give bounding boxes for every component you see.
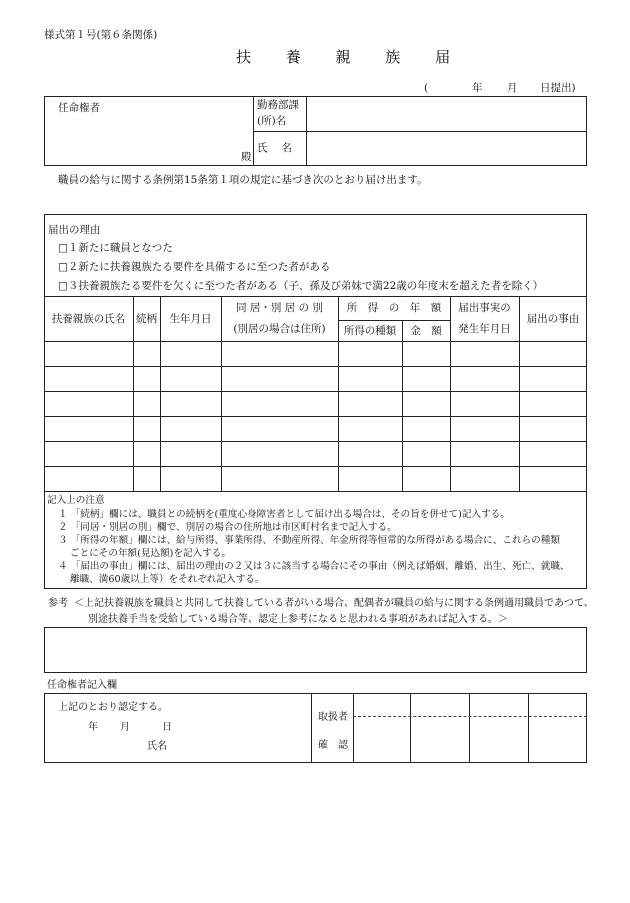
note-item-continued: 離職、満60歳以上等）をそれぞれ記入する。 <box>70 574 265 585</box>
date-month-label: 月 <box>507 82 518 94</box>
stamp-cell[interactable] <box>354 694 409 762</box>
certify-month-label: 月 <box>120 722 130 733</box>
form-title: 扶 養 親 族 届 <box>236 48 466 66</box>
date-open-paren: ( <box>424 82 429 94</box>
dept-label-line1: 勤務部課 <box>257 99 299 111</box>
table-row[interactable] <box>45 417 586 441</box>
date-day-label: 日提出) <box>540 82 576 94</box>
col-header-relation: 続柄 <box>136 313 157 325</box>
confirm-label: 確 認 <box>318 740 348 751</box>
col-header-fact-date-2: 発生年月日 <box>458 323 511 335</box>
dept-input-field[interactable] <box>307 97 586 130</box>
reason-lost-dependent-checkbox[interactable]: □３扶養親族たる要件を欠くに至つた者がある（子、孫及び弟妹で満22歳の年度末を超えた者を除く） <box>58 280 544 292</box>
reference-text-line1: ＜上記扶養親族を職員と共同して扶養している者がいる場合、配偶者が職員の給与に関する条例適用職員であつて、 <box>74 598 594 609</box>
date-year-label: 年 <box>472 82 483 94</box>
stamp-cell[interactable] <box>470 694 527 762</box>
employee-name-label: 氏 名 <box>257 142 292 154</box>
col-header-income-type: 所得の種類 <box>343 325 397 337</box>
appointer-section-heading: 任命権者記入欄 <box>47 680 117 691</box>
col-header-dependent-name: 扶養親族の氏名 <box>51 313 126 325</box>
reason-new-employee-checkbox[interactable]: □１新たに職員となつた <box>58 242 173 254</box>
col-header-cohabit: 同 居・別 居 の 別 <box>236 302 323 314</box>
intro-statement: 職員の給与に関する条例第15条第１項の規定に基づき次のとおり届け出ます。 <box>58 174 428 186</box>
note-item-continued: ごとにその年額(見込額)を記入する。 <box>70 548 231 559</box>
table-row[interactable] <box>45 392 586 416</box>
reason-acquired-dependent-checkbox[interactable]: □２新たに扶養親族たる要件を具備するに至つた者がある <box>58 261 331 273</box>
note-item: ２ 「同居・別居の別」欄で、別居の場合の住所地は市区町村名まで記入する。 <box>58 522 397 533</box>
col-header-annual-income: 所 得 の 年 額 <box>346 302 442 314</box>
table-row[interactable] <box>45 342 586 366</box>
reference-text-line2: 別途扶養手当を受給している場合等、認定上参考になると思われる事項があれば記入する。＞ <box>88 614 508 625</box>
reference-label: 参考 <box>48 598 68 609</box>
stamp-cell[interactable] <box>529 694 586 762</box>
reason-heading: 届出の理由 <box>48 224 101 236</box>
note-item: ４ 「届出の事由」欄には、届出の理由の２又は３に該当する場合にその事由（例えば婚姻、離婚、出生、死亡、就職、 <box>58 561 570 572</box>
table-row[interactable] <box>45 467 586 491</box>
table-row[interactable] <box>45 442 586 466</box>
note-item: ３ 「所得の年額」欄には、給与所得、事業所得、不動産所得、年金所得等恒常的な所得がある場合に、これらの種類 <box>58 535 560 546</box>
col-header-fact-date: 届出事実の <box>458 302 511 314</box>
col-header-birthdate: 生年月日 <box>169 313 212 325</box>
col-header-event: 届出の事由 <box>526 313 580 325</box>
appointer-label: 任命権者 <box>58 102 100 114</box>
stamp-cell[interactable] <box>411 694 468 762</box>
form-number-label: 様式第１号(第６条関係) <box>44 29 158 41</box>
employee-name-field[interactable] <box>307 132 586 165</box>
certify-day-label: 日 <box>162 722 172 733</box>
reference-input-box[interactable] <box>44 627 587 673</box>
col-header-income-amount: 金 額 <box>410 325 442 337</box>
col-header-cohabit-note: (別居の場合は住所) <box>233 323 326 335</box>
certify-statement: 上記のとおり認定する。 <box>58 702 168 713</box>
certify-name-label: 氏名 <box>147 741 167 752</box>
handler-label: 取扱者 <box>318 712 348 723</box>
dept-label-line2: (所)名 <box>257 115 287 127</box>
certify-year-label: 年 <box>88 722 98 733</box>
table-row[interactable] <box>45 367 586 391</box>
note-item: １ 「続柄」欄には、職員との続柄を(重度心身障害者として届け出る場合は、その旨を併せて)記入する。 <box>58 509 510 520</box>
dono-label: 殿 <box>241 151 252 163</box>
notes-heading: 記入上の注意 <box>47 495 105 506</box>
